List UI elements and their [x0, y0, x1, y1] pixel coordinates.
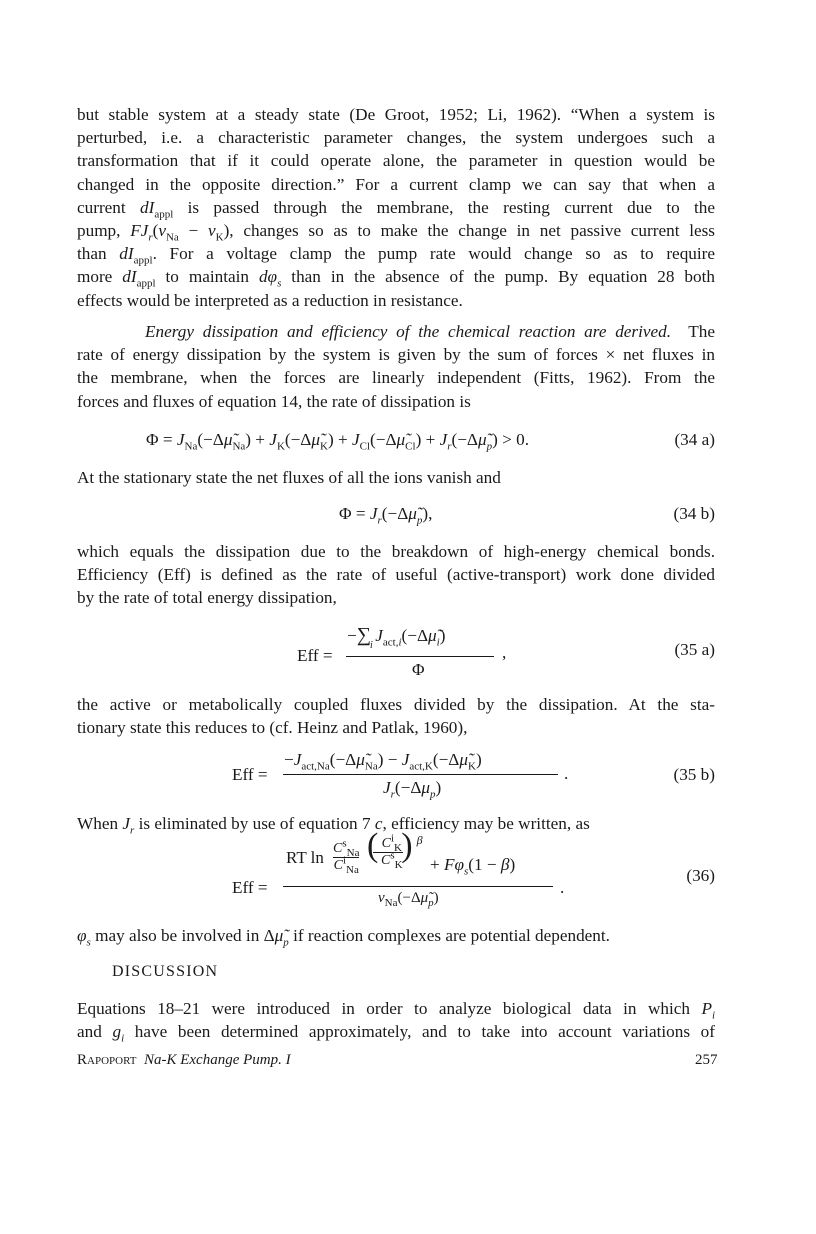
paragraph-3 [77, 466, 715, 489]
eq36-conc-ratio: $C^s_{Na}$ $C^i_{Na}$ [333, 837, 360, 876]
equation-34a: $\Phi = J_{Na}(-\Delta\mũ_{Na})$ + $J_K(-\Delta\mũ_K)$ + $J_{Cl}(-\Delta\mũ_{Cl})$ + $J_r(-\Delta\mũ_p) > 0$. [146, 430, 530, 453]
eq36-numerator: RT ln [286, 848, 324, 867]
fraction-bar [283, 886, 553, 887]
text-line: the membrane, when the forces are linearly independent (Fitts, 1962). From the [77, 368, 715, 388]
text-line: current $dI_{appl}$ is passed through the membrane, the resting current due to the [77, 197, 715, 221]
text-line: tionary state this reduces to (cf. Heinz and Patlak, 1960), [77, 718, 468, 738]
paragraph-7 [77, 924, 715, 947]
eq36-denominator: $\nu_{Na}(-\Delta\mũ_p)$ [378, 890, 439, 909]
equation-number: (34 b) [673, 504, 715, 523]
text-line: perturbed, i.e. a characteristic parameter changes, the system undergoes such a [77, 128, 715, 148]
eff-label: Eff = [232, 765, 268, 784]
running-footer [77, 1052, 291, 1069]
eq35b-numerator: $-J_{act,Na}(-\Delta\mũ_{Na})$ − $J_{act,K}(-\Delta\mũ_K)$ [284, 750, 482, 773]
paragraph-6 [77, 812, 715, 835]
footer-author: Rapoport [77, 1052, 137, 1068]
eq35a-denominator: Φ [412, 660, 425, 679]
paragraph-5 [77, 693, 715, 739]
equation-number: (35 b) [673, 765, 715, 784]
text-line: Equations 18–21 were introduced in order to analyze biological data in which $P_i$ [77, 999, 715, 1022]
period: . [564, 764, 569, 783]
page-number: 257 [695, 1052, 718, 1068]
fraction-bar [346, 656, 494, 657]
eff-label: Eff = [297, 646, 333, 665]
text-line: $\varphi_s$ may also be involved in $\Delta\mũ_p$ if reaction complexes are potential dependent. [77, 926, 610, 949]
footer-title: Na-K Exchange Pump. I [143, 1052, 291, 1068]
equation-number: (35 a) [674, 640, 715, 659]
text-line: the active or metabolically coupled fluxes divided by the dissipation. At the sta- [77, 695, 715, 714]
paragraph-4 [77, 540, 715, 610]
paragraph-2 [77, 320, 715, 413]
eq36-paren-ratio: ( $C^i_K$ $C^s_K$ ) β [367, 827, 423, 871]
text-line: and $g_i$ have been determined approximately, and to take into account variations of [77, 1022, 715, 1045]
equation-number: (36) [686, 866, 715, 885]
text-line: Energy dissipation and efficiency of the chemical reaction are derived. The [145, 322, 715, 341]
paragraph-8 [77, 997, 715, 1043]
eff-label: Eff = [232, 878, 268, 897]
text-line: effects would be interpreted as a reduction in resistance. [77, 290, 463, 310]
text-line: changed in the opposite direction.” For a current clamp we can say that when a [77, 174, 715, 194]
eq35a-index: i [370, 640, 373, 651]
text-line: rate of energy dissipation by the system is given by the sum of forces × net fluxes in [77, 345, 715, 365]
eq35b-denominator: $J_r(-\Delta\mu_p)$ [383, 778, 442, 801]
equation-34b: $\Phi = J_r(-\Delta\mũ_p)$, [339, 504, 433, 527]
text-line: by the rate of total energy dissipation, [77, 588, 337, 608]
period: . [560, 878, 565, 897]
section-heading: DISCUSSION [112, 963, 219, 980]
text-line: At the stationary state the net fluxes of all the ions vanish and [77, 468, 501, 487]
text-line: Efficiency (Eff) is defined as the rate of useful (active-transport) work done divided [77, 565, 715, 585]
text-line: more $dI_{appl}$ to maintain $d\varphi_s$ than in the absence of the pump. By equation 28 both [77, 267, 715, 290]
text-line: which equals the dissipation due to the breakdown of high-energy chemical bonds. [77, 542, 715, 561]
eq36-term: + $F\varphi_s(1 - \beta)$ [430, 855, 516, 878]
equation-number: (34 a) [674, 430, 715, 449]
paragraph-1 [77, 103, 715, 312]
comma: , [502, 643, 507, 662]
eq35a-numerator: −∑ $J_{act,i}(-\Delta\mũ_i)$ [347, 624, 446, 649]
text-line: transformation that if it could operate alone, the parameter in question would be [77, 151, 715, 171]
text-line: When $J_r$ is eliminated by use of equation 7 c, efficiency may be written, as [77, 814, 590, 837]
text-line: forces and fluxes of equation 14, the rate of dissipation is [77, 391, 471, 411]
text-line: than $dI_{appl}$. For a voltage clamp the pump rate would change so as to require [77, 244, 716, 267]
fraction-bar [283, 774, 558, 775]
text-line: but stable system at a steady state (De Groot, 1952; Li, 1962). “When a system is [77, 105, 715, 124]
text-line: pump, $FJ_r(\nu_{Na} - \nu_K)$, changes so as to make the change in net passive current less [77, 220, 715, 244]
